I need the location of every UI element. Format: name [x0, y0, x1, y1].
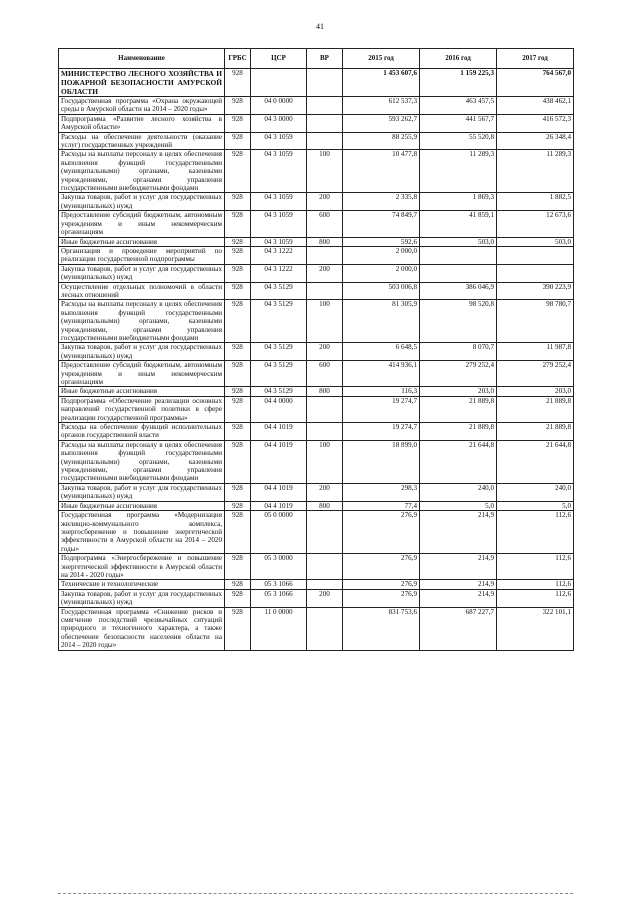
row-2015: 10 477,8 — [343, 150, 420, 193]
row-csr: 04 4 1019 — [251, 501, 307, 510]
row-vr: 100 — [307, 300, 343, 343]
row-name: Государственная программа «Модернизация жилищно-коммунального комплекса, энергосбережение и повышение энергетической эффективности в Амурской области на 2014 – 2020 годы» — [59, 511, 225, 554]
row-name: Закупка товаров, работ и услуг для государственных (муниципальных) нужд — [59, 343, 225, 361]
table-row — [59, 97, 574, 115]
row-vr — [307, 607, 343, 650]
table-row — [59, 440, 574, 483]
row-vr: 800 — [307, 387, 343, 396]
row-vr: 600 — [307, 211, 343, 237]
table-row — [59, 361, 574, 387]
table-row — [59, 300, 574, 343]
row-name: Расходы на выплаты персоналу в целях обеспечения выполнения функций государственными (муниципальными) органами, казенными учреждениями, органами управления государственными внебюджетными фондами — [59, 300, 225, 343]
table-row — [59, 264, 574, 282]
row-2016: 214,9 — [420, 580, 497, 589]
row-2016: 214,9 — [420, 511, 497, 554]
row-2015: 298,3 — [343, 483, 420, 501]
table-row — [59, 211, 574, 237]
table-row — [59, 132, 574, 150]
row-csr: 04 3 1059 — [251, 150, 307, 193]
table-row — [59, 396, 574, 422]
row-2015: 612 537,3 — [343, 97, 420, 115]
row-2017: 203,0 — [497, 387, 574, 396]
row-grbs: 928 — [225, 554, 251, 580]
row-2016: 55 520,8 — [420, 132, 497, 150]
row-2016: 441 567,7 — [420, 114, 497, 132]
row-2016: 98 520,8 — [420, 300, 497, 343]
row-vr: 100 — [307, 440, 343, 483]
row-2015: 276,9 — [343, 554, 420, 580]
row-2015: 18 899,0 — [343, 440, 420, 483]
row-name: Закупка товаров, работ и услуг для государственных (муниципальных) нужд — [59, 264, 225, 282]
row-grbs: 928 — [225, 69, 251, 97]
row-vr: 100 — [307, 150, 343, 193]
row-2016: 386 046,9 — [420, 282, 497, 300]
row-csr: 05 3 1066 — [251, 589, 307, 607]
table-row — [59, 501, 574, 510]
table-row — [59, 246, 574, 264]
header-2015: 2015 год — [343, 49, 420, 69]
row-vr: 800 — [307, 501, 343, 510]
table-row — [59, 423, 574, 441]
row-csr: 05 0 0000 — [251, 511, 307, 554]
row-csr: 04 3 1059 — [251, 132, 307, 150]
row-2015: 593 262,7 — [343, 114, 420, 132]
row-2015: 74 849,7 — [343, 211, 420, 237]
row-vr — [307, 246, 343, 264]
row-name: Государственная программа «Снижение рисков и смягчение последствий чрезвычайных ситуаций природного и техногенного характера, а также обеспечение безопасности населения области на 2014 – 2020 годы» — [59, 607, 225, 650]
row-grbs: 928 — [225, 511, 251, 554]
row-2016: 8 070,7 — [420, 343, 497, 361]
row-2017: 1 882,5 — [497, 193, 574, 211]
row-grbs: 928 — [225, 211, 251, 237]
header-2016: 2016 год — [420, 49, 497, 69]
row-vr — [307, 114, 343, 132]
row-csr: 04 3 5129 — [251, 343, 307, 361]
table-row — [59, 343, 574, 361]
row-name: Расходы на выплаты персоналу в целях обеспечения выполнения функций государственными (муниципальными) органами, казенными учреждениями, органами управления государственными внебюджетными фондами — [59, 440, 225, 483]
row-2017: 240,0 — [497, 483, 574, 501]
table-row — [59, 69, 574, 97]
row-csr: 04 3 1222 — [251, 246, 307, 264]
row-2015: 2 000,0 — [343, 246, 420, 264]
row-2017: 438 462,1 — [497, 97, 574, 115]
header-2017: 2017 год — [497, 49, 574, 69]
row-name: Подпрограмма «Энергосбережение и повышение энергетической эффективности в Амурской области на 2014 - 2020 годы» — [59, 554, 225, 580]
row-vr: 200 — [307, 264, 343, 282]
table-body — [59, 69, 574, 651]
row-csr: 04 4 0000 — [251, 396, 307, 422]
row-vr: 200 — [307, 589, 343, 607]
row-grbs: 928 — [225, 361, 251, 387]
row-grbs: 928 — [225, 193, 251, 211]
table-row — [59, 114, 574, 132]
row-grbs: 928 — [225, 440, 251, 483]
row-2017: 416 572,3 — [497, 114, 574, 132]
row-2015: 116,3 — [343, 387, 420, 396]
row-csr: 04 3 1222 — [251, 264, 307, 282]
row-name: Закупка товаров, работ и услуг для государственных (муниципальных) нужд — [59, 483, 225, 501]
row-2016: 463 457,5 — [420, 97, 497, 115]
row-2015: 2 000,0 — [343, 264, 420, 282]
row-csr: 11 0 0000 — [251, 607, 307, 650]
row-2015: 81 305,9 — [343, 300, 420, 343]
row-name: Расходы на выплаты персоналу в целях обеспечения выполнения функций государственными (муниципальными) органами, казенными учреждениями, органами управления государственными внебюджетными фондами — [59, 150, 225, 193]
row-grbs: 928 — [225, 501, 251, 510]
row-2015: 1 453 607,6 — [343, 69, 420, 97]
row-name: Расходы на обеспечение функций исполнительных органов государственной власти — [59, 423, 225, 441]
row-csr: 05 3 1066 — [251, 580, 307, 589]
row-vr — [307, 282, 343, 300]
row-2016: 279 252,4 — [420, 361, 497, 387]
row-name: Иные бюджетные ассигнования — [59, 237, 225, 246]
row-2016: 687 227,7 — [420, 607, 497, 650]
row-vr — [307, 580, 343, 589]
row-grbs: 928 — [225, 607, 251, 650]
row-2015: 414 936,1 — [343, 361, 420, 387]
row-name: Подпрограмма «Обеспечение реализации основных направлений государственной политики в сфере реализации государственной программы» — [59, 396, 225, 422]
row-2016: 5,0 — [420, 501, 497, 510]
row-2017: 112,6 — [497, 589, 574, 607]
budget-table — [58, 48, 574, 651]
row-2015: 88 255,9 — [343, 132, 420, 150]
row-name: Предоставление субсидий бюджетным, автономным учреждениям и иным некоммерческим организациям — [59, 211, 225, 237]
row-2016: 503,0 — [420, 237, 497, 246]
row-2015: 592,6 — [343, 237, 420, 246]
row-2016: 240,0 — [420, 483, 497, 501]
row-2015: 77,4 — [343, 501, 420, 510]
row-name: Государственная программа «Охрана окружающей среды в Амурской области на 2014 – 2020 годы» — [59, 97, 225, 115]
row-2017: 12 673,6 — [497, 211, 574, 237]
header-grbs: ГРБС — [225, 49, 251, 69]
row-vr: 200 — [307, 343, 343, 361]
row-grbs: 928 — [225, 396, 251, 422]
row-name: Технические и технологические — [59, 580, 225, 589]
row-vr — [307, 132, 343, 150]
row-csr: 04 3 1059 — [251, 237, 307, 246]
row-2015: 831 753,6 — [343, 607, 420, 650]
row-2017: 11 987,8 — [497, 343, 574, 361]
row-grbs: 928 — [225, 423, 251, 441]
row-csr — [251, 69, 307, 97]
row-2017: 112,6 — [497, 511, 574, 554]
table-row — [59, 589, 574, 607]
row-vr — [307, 97, 343, 115]
row-name: Иные бюджетные ассигнования — [59, 501, 225, 510]
page-bottom-rule — [58, 893, 573, 894]
row-2017: 279 252,4 — [497, 361, 574, 387]
row-2015: 19 274,7 — [343, 423, 420, 441]
row-csr: 04 3 5129 — [251, 282, 307, 300]
row-2016: 1 869,3 — [420, 193, 497, 211]
row-grbs: 928 — [225, 282, 251, 300]
row-2016: 214,9 — [420, 589, 497, 607]
row-name: Закупка товаров, работ и услуг для государственных (муниципальных) нужд — [59, 193, 225, 211]
header-name: Наименование — [59, 49, 225, 69]
row-vr: 600 — [307, 361, 343, 387]
row-csr: 04 3 5129 — [251, 361, 307, 387]
row-2017: 503,0 — [497, 237, 574, 246]
row-vr: 200 — [307, 483, 343, 501]
row-vr: 200 — [307, 193, 343, 211]
row-grbs: 928 — [225, 589, 251, 607]
row-csr: 04 4 1019 — [251, 423, 307, 441]
row-2017: 764 567,0 — [497, 69, 574, 97]
row-vr — [307, 69, 343, 97]
row-vr: 800 — [307, 237, 343, 246]
row-2015: 2 335,8 — [343, 193, 420, 211]
row-name: Расходы на обеспечение деятельности (оказание услуг) государственных учреждений — [59, 132, 225, 150]
page-number: 41 — [316, 22, 324, 31]
row-2015: 6 648,5 — [343, 343, 420, 361]
row-2017: 21 644,8 — [497, 440, 574, 483]
row-csr: 04 3 5129 — [251, 387, 307, 396]
table-row — [59, 150, 574, 193]
table-row — [59, 387, 574, 396]
row-2017: 11 289,3 — [497, 150, 574, 193]
row-2017: 21 889,8 — [497, 423, 574, 441]
row-2016: 21 644,8 — [420, 440, 497, 483]
table-row — [59, 580, 574, 589]
row-name: Организация и проведение мероприятий по реализации государственной подпрограммы — [59, 246, 225, 264]
row-name: Предоставление субсидий бюджетным, автономным учреждениям и иным некоммерческим организациям — [59, 361, 225, 387]
row-2016: 21 889,8 — [420, 423, 497, 441]
row-2016: 214,9 — [420, 554, 497, 580]
row-2017 — [497, 264, 574, 282]
row-csr: 04 3 1059 — [251, 211, 307, 237]
row-2017: 112,6 — [497, 580, 574, 589]
row-2016 — [420, 246, 497, 264]
row-2017: 5,0 — [497, 501, 574, 510]
row-name: МИНИСТЕРСТВО ЛЕСНОГО ХОЗЯЙСТВА И ПОЖАРНОЙ БЕЗОПАСНОСТИ АМУРСКОЙ ОБЛАСТИ — [59, 69, 225, 97]
row-2017: 322 101,1 — [497, 607, 574, 650]
row-2015: 503 006,8 — [343, 282, 420, 300]
row-vr — [307, 554, 343, 580]
table-row — [59, 193, 574, 211]
row-2017: 26 348,4 — [497, 132, 574, 150]
row-csr: 04 3 0000 — [251, 114, 307, 132]
row-2015: 276,9 — [343, 511, 420, 554]
row-name: Осуществление отдельных полномочий в области лесных отношений — [59, 282, 225, 300]
row-vr — [307, 396, 343, 422]
row-grbs: 928 — [225, 237, 251, 246]
row-grbs: 928 — [225, 264, 251, 282]
table-header-row — [59, 49, 574, 69]
row-2017: 21 889,8 — [497, 396, 574, 422]
table-row — [59, 483, 574, 501]
row-grbs: 928 — [225, 132, 251, 150]
table-row — [59, 554, 574, 580]
row-2016: 203,0 — [420, 387, 497, 396]
row-2015: 19 274,7 — [343, 396, 420, 422]
row-name: Закупка товаров, работ и услуг для государственных (муниципальных) нужд — [59, 589, 225, 607]
row-vr — [307, 423, 343, 441]
row-csr: 04 3 1059 — [251, 193, 307, 211]
row-grbs: 928 — [225, 387, 251, 396]
row-2016: 21 889,8 — [420, 396, 497, 422]
row-2017: 390 223,9 — [497, 282, 574, 300]
table-row — [59, 282, 574, 300]
table-row — [59, 511, 574, 554]
row-2017: 112,6 — [497, 554, 574, 580]
row-2017 — [497, 246, 574, 264]
row-grbs: 928 — [225, 150, 251, 193]
row-2017: 98 780,7 — [497, 300, 574, 343]
row-grbs: 928 — [225, 483, 251, 501]
row-csr: 04 4 1019 — [251, 440, 307, 483]
row-grbs: 928 — [225, 300, 251, 343]
row-grbs: 928 — [225, 114, 251, 132]
row-grbs: 928 — [225, 246, 251, 264]
row-name: Подпрограмма «Развитие лесного хозяйства в Амурской области» — [59, 114, 225, 132]
row-2015: 276,9 — [343, 589, 420, 607]
row-grbs: 928 — [225, 97, 251, 115]
header-vr: ВР — [307, 49, 343, 69]
row-vr — [307, 511, 343, 554]
row-csr: 04 4 1019 — [251, 483, 307, 501]
row-csr: 05 3 0000 — [251, 554, 307, 580]
table-row — [59, 237, 574, 246]
header-csr: ЦСР — [251, 49, 307, 69]
row-2016: 41 859,1 — [420, 211, 497, 237]
row-csr: 04 0 0000 — [251, 97, 307, 115]
row-grbs: 928 — [225, 343, 251, 361]
row-2016 — [420, 264, 497, 282]
row-2015: 276,9 — [343, 580, 420, 589]
row-name: Иные бюджетные ассигнования — [59, 387, 225, 396]
row-2016: 11 289,3 — [420, 150, 497, 193]
table-row — [59, 607, 574, 650]
row-grbs: 928 — [225, 580, 251, 589]
row-csr: 04 3 5129 — [251, 300, 307, 343]
row-2016: 1 159 225,3 — [420, 69, 497, 97]
